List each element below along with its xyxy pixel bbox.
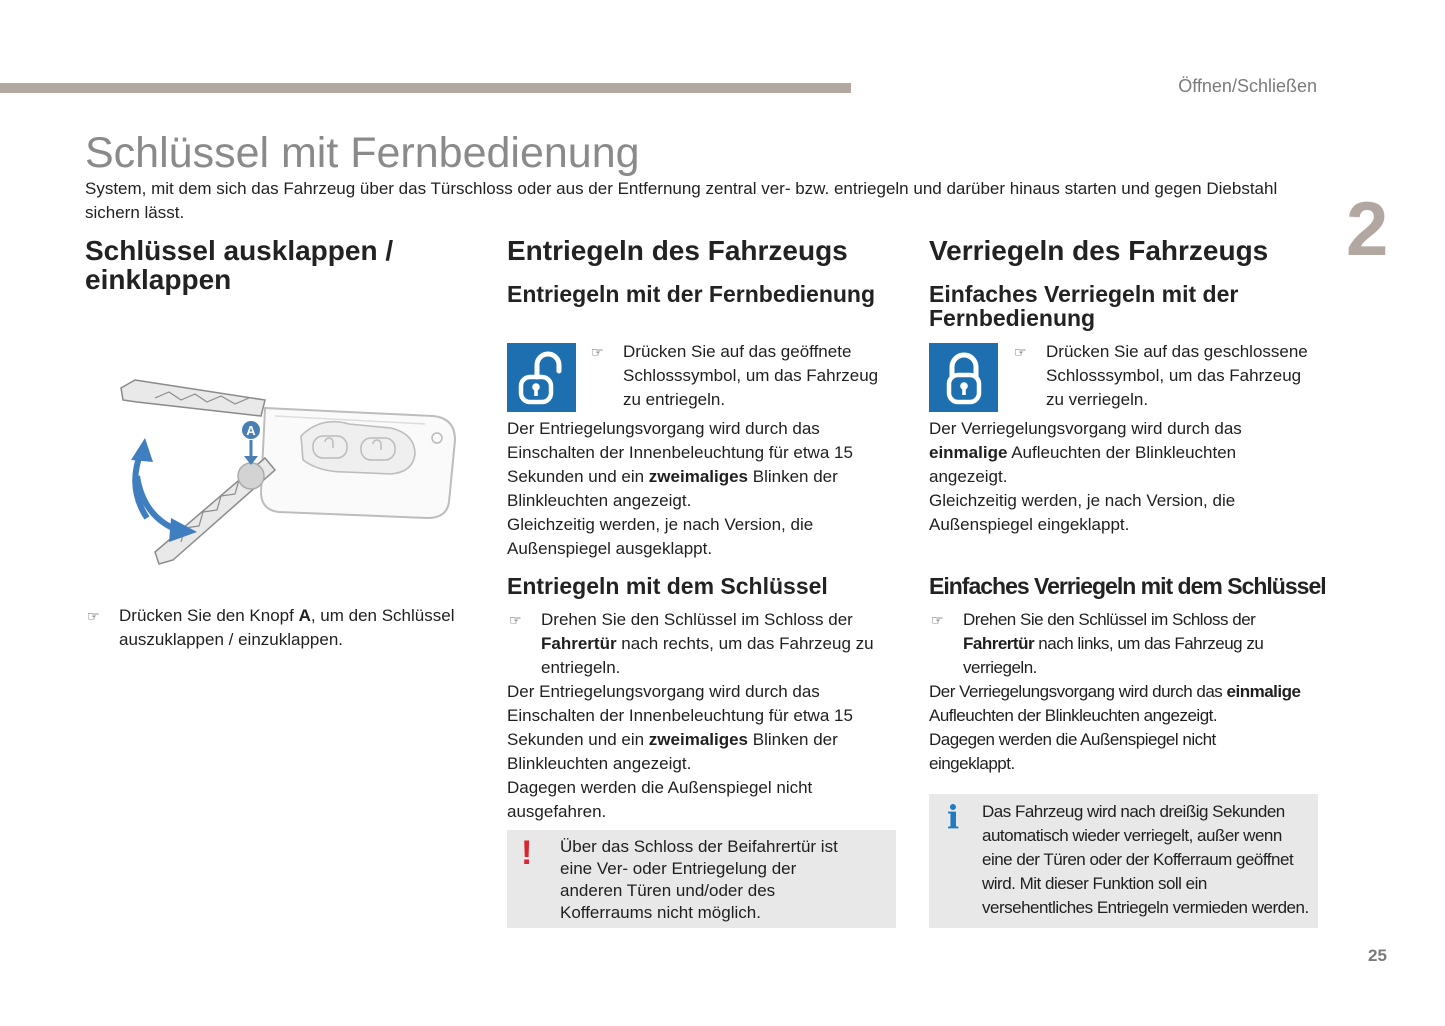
subheading-unlock-key: Entriegeln mit dem Schlüssel (507, 573, 828, 599)
para-lock-key (929, 680, 1321, 728)
para-unlock-key-bold: zweimaliges (648, 730, 749, 749)
pointing-hand-icon: ☞ (1014, 344, 1027, 360)
intro-text: System, mit dem sich das Fahrzeug über das Türschloss oder aus der Entfernung zentral ver- bzw. entriegeln und darüber hinaus starten und gegen Diebstahl sichern lässt. (85, 179, 1278, 222)
column-lock (929, 235, 1326, 917)
info-text: Das Fahrzeug wird nach dreißig Sekunden automatisch wieder verriegelt, außer wenn eine der Türen oder der Kofferraum geöffnet wird. Mit dieser Funktion soll ein versehentliches Entriegeln vermieden werden. (982, 802, 1309, 917)
bullet-unlock-key (507, 608, 892, 680)
page-number: 25 (1368, 946, 1387, 965)
para-unlock-key-mirrors: Dagegen werden die Außenspiegel nicht ausgefahren. (507, 778, 813, 821)
warning-icon: ! (521, 834, 533, 872)
subheading-lock-remote: Einfaches Verriegeln mit der Fernbedienung (929, 281, 1239, 331)
key-fold-illustration (115, 368, 475, 568)
bullet-unlock-remote-text: Drücken Sie auf das geöffnete Schlosssymbol, um das Fahrzeug zu entriegeln. (623, 342, 879, 409)
pointing-hand-icon: ☞ (931, 612, 944, 628)
pointing-hand-icon: ☞ (87, 608, 100, 624)
para-lock-remote (929, 417, 1279, 489)
bullet-lock-key (929, 608, 1314, 680)
column-unlock (507, 235, 897, 922)
bullet-lock-key-text-a: Drehen Sie den Schlüssel im Schloss der (963, 610, 1256, 629)
para-unlock-key-text-a: Der Entriegelungsvorgang wird durch das Einschalten der Innenbeleuchtung für etwa 15 Sekunden und ein (507, 682, 853, 749)
para-unlock-remote-mirrors: Gleichzeitig werden, je nach Version, die Außenspiegel ausgeklappt. (507, 515, 814, 558)
para-lock-remote-mirrors: Gleichzeitig werden, je nach Version, die Außenspiegel eingeklappt. (929, 491, 1236, 534)
column-key-fold (85, 235, 470, 649)
section-label: Öffnen/Schließen (1178, 76, 1317, 96)
unlock-icon (507, 343, 576, 412)
chapter-number: 2 (1346, 187, 1389, 272)
bullet-lock-key-bold: Fahrertür (963, 634, 1035, 653)
para-unlock-key-text-b: Blinken der Blinkleuchten angezeigt. (507, 730, 838, 773)
page-title: Schlüssel mit Fernbedienung (85, 129, 640, 177)
para-lock-key-text-b: Aufleuchten der Blinkleuchten angezeigt. (929, 706, 1218, 725)
header-accent-bar (0, 83, 851, 93)
lock-icon (929, 343, 998, 412)
para-lock-remote-bold: einmalige (929, 443, 1008, 462)
para-lock-key-text-a: Der Verriegelungsvorgang wird durch das (929, 682, 1227, 701)
heading-key-fold: Schlüssel ausklappen / einklappen (85, 235, 394, 295)
subheading-unlock-remote: Entriegeln mit der Fernbedienung (507, 281, 876, 307)
subheading-lock-key: Einfaches Verriegeln mit dem Schlüssel (929, 573, 1326, 599)
heading-unlock: Entriegeln des Fahrzeugs (507, 235, 848, 266)
para-lock-key-mirrors: Dagegen werden die Außenspiegel nicht eingeklappt. (929, 730, 1216, 773)
pointing-hand-icon: ☞ (509, 612, 522, 628)
bullet-unlock-key-text-a: Drehen Sie den Schlüssel im Schloss der (541, 610, 853, 629)
button-a-label: A (246, 423, 256, 438)
bullet-key-fold-text-b: , um den Schlüssel auszuklappen / einzuklappen. (119, 606, 455, 649)
bullet-lock-key-text-b: nach links, um das Fahrzeug zu verriegeln. (963, 634, 1264, 677)
bullet-key-fold (85, 604, 465, 652)
bullet-lock-remote-text: Drücken Sie auf das geschlossene Schlosssymbol, um das Fahrzeug zu verriegeln. (1046, 342, 1308, 409)
para-lock-key-bold: einmalige (1226, 682, 1301, 701)
warning-box (507, 830, 896, 928)
bullet-unlock-key-text-b: nach rechts, um das Fahrzeug zu entriegeln. (541, 634, 874, 677)
para-lock-remote-text-b: Aufleuchten der Blinkleuchten angezeigt. (929, 443, 1237, 486)
pointing-hand-icon: ☞ (591, 344, 604, 360)
heading-lock: Verriegeln des Fahrzeugs (929, 235, 1269, 266)
bullet-key-fold-bold: A (298, 606, 311, 625)
bullet-unlock-key-bold: Fahrertür (541, 634, 617, 653)
bullet-unlock-remote (589, 340, 889, 412)
para-unlock-remote-text-a: Der Entriegelungsvorgang wird durch das Einschalten der Innenbeleuchtung für etwa 15 Sekunden und ein (507, 419, 853, 486)
para-unlock-remote-text-b: Blinken der Blinkleuchten angezeigt. (507, 467, 838, 510)
para-unlock-remote (507, 417, 857, 513)
info-box (929, 794, 1318, 928)
para-unlock-remote-bold: zweimaliges (648, 467, 749, 486)
bullet-lock-remote (1012, 340, 1317, 412)
warning-text: Über das Schloss der Beifahrertür ist eine Ver- oder Entriegelung der anderen Türen und/oder des Kofferraums nicht möglich. (560, 837, 838, 922)
para-lock-remote-text-a: Der Verriegelungsvorgang wird durch das (929, 419, 1242, 438)
bullet-key-fold-text-a: Drücken Sie den Knopf (119, 606, 299, 625)
para-unlock-key (507, 680, 857, 776)
info-icon: i (947, 798, 960, 836)
